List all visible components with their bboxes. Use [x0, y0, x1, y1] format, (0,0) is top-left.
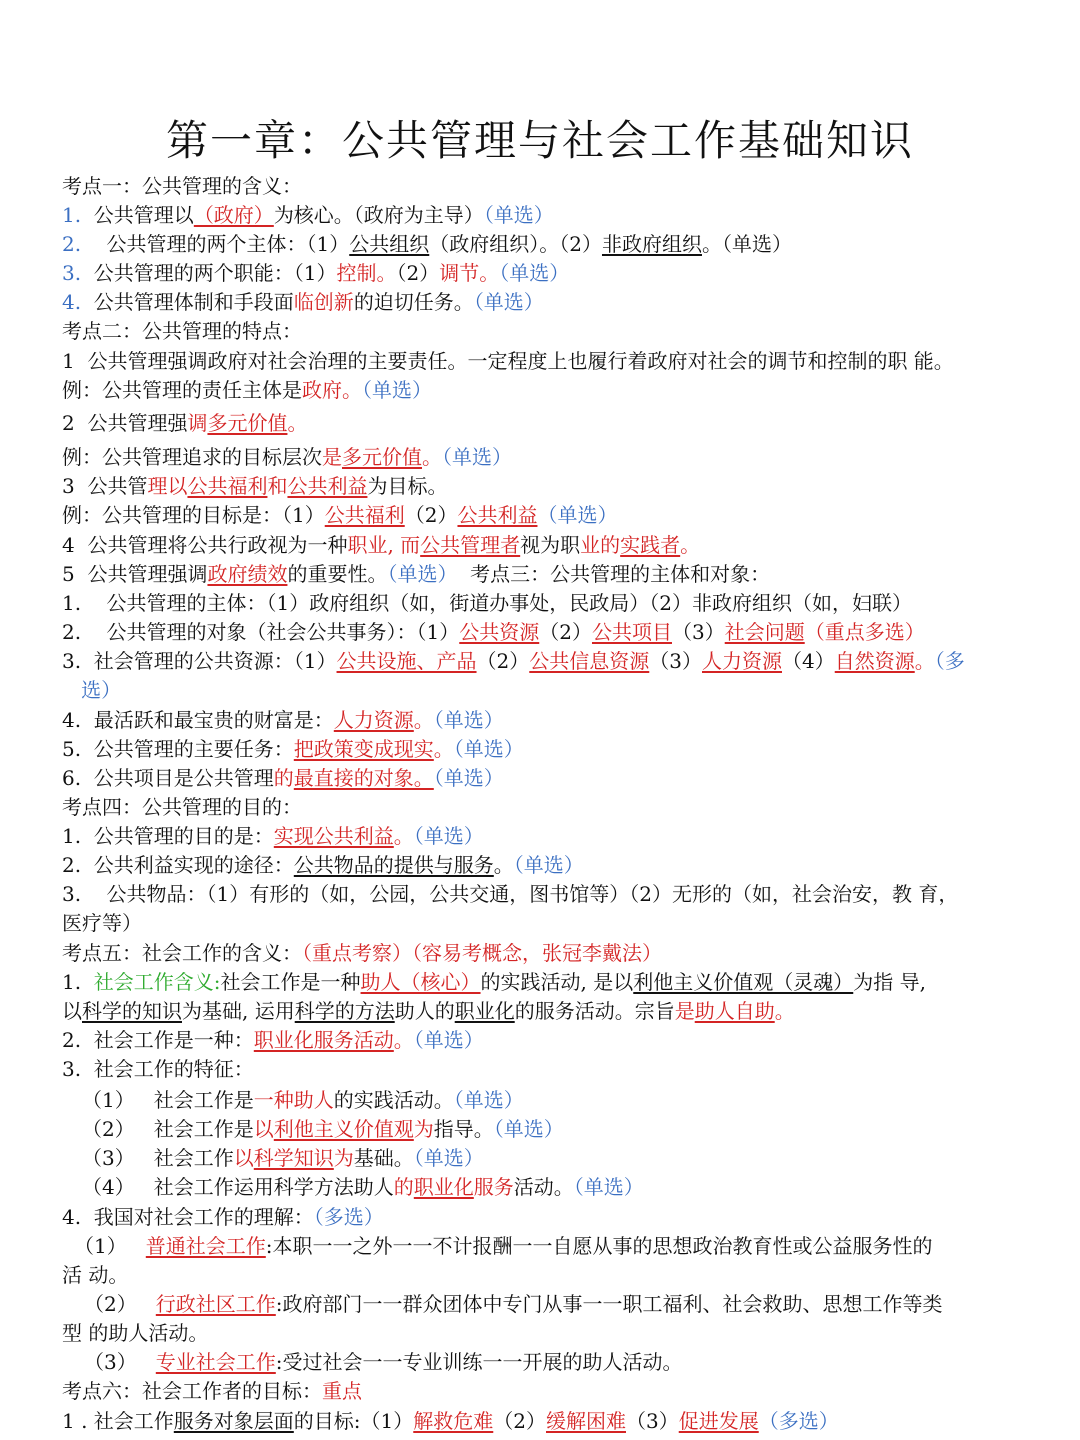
- text-segment: 公共管理以: [81, 203, 194, 227]
- underlined-keyword: 社会问题: [724, 620, 805, 644]
- highlight-text: （多选）: [313, 1205, 384, 1229]
- highlight-text: 3.: [62, 261, 82, 285]
- underlined-keyword: 人力资源: [333, 708, 414, 732]
- text-line: [62, 288, 1020, 316]
- text-segment: 例：公共管理的责任主体是: [62, 378, 302, 402]
- highlight-text: 。: [413, 708, 434, 732]
- highlight-text: （单选）: [442, 445, 512, 469]
- text-segment: 4. 最活跃和最宝贵的财富是：: [62, 708, 334, 732]
- text-segment: 考点二：公共管理的特点：: [62, 319, 302, 343]
- text-segment: 5 公共管理强调: [62, 562, 208, 586]
- highlight-text: （单选）: [453, 1088, 524, 1112]
- text-segment: 考点四：公共管理的目的：: [62, 795, 302, 819]
- underlined-keyword: 多元价值: [207, 411, 288, 435]
- highlight-text: 的: [393, 1175, 414, 1199]
- highlight-text: （单选）: [413, 1028, 484, 1052]
- text-segment: 助人的: [394, 999, 455, 1023]
- highlight-text: （单选）: [433, 766, 504, 790]
- underlined-keyword: 普通社会工作: [145, 1234, 266, 1258]
- text-line: [62, 172, 1020, 200]
- highlight-text: 。: [393, 1028, 414, 1052]
- highlight-text: 社会工作含义:: [93, 970, 221, 994]
- highlight-text: （单选）: [413, 824, 484, 848]
- text-segment: 指导。: [433, 1117, 494, 1141]
- text-line: [62, 1173, 1040, 1201]
- highlight-text: 以: [233, 1146, 254, 1170]
- underlined-keyword: 公共设施、产品: [336, 649, 477, 673]
- text-segment: 3. 公共物品：（1）有形的（如，公园，公共交通，图书馆等）（2）无形的（如，社会治安，教 育，: [62, 882, 959, 906]
- highlight-text: （多: [934, 649, 965, 673]
- text-segment: （2）: [84, 1292, 156, 1316]
- text-segment: 4. 我国对社会工作的理解：: [62, 1205, 314, 1229]
- highlight-text: （单选）: [413, 1146, 484, 1170]
- text-segment: （2）: [404, 503, 458, 527]
- text-segment: 3. 社会管理的公共资源：（1）: [62, 649, 337, 673]
- highlight-text: 政府。: [302, 378, 362, 402]
- text-segment: 2. 公共利益实现的途径：: [62, 853, 294, 877]
- text-segment: 为核心。（政府为主导）: [273, 203, 484, 227]
- text-segment: 为基础, 运用: [182, 999, 295, 1023]
- text-line: [62, 880, 1020, 908]
- underlined-keyword: 助人自助: [694, 999, 775, 1023]
- text-segment: 社会工作是一种: [220, 970, 361, 994]
- text-segment: （2）: [493, 1409, 546, 1433]
- highlight-text: （重点多选）: [804, 620, 925, 644]
- text-line: [62, 409, 1020, 437]
- highlight-text: 控制。: [336, 261, 397, 285]
- underlined-keyword: 公共物品的提供与服务: [293, 853, 494, 877]
- text-line: [62, 472, 1020, 500]
- highlight-text: （单选）: [499, 261, 570, 285]
- highlight-text: 的: [273, 766, 294, 790]
- text-line: [62, 589, 1020, 617]
- text-segment: 考点三：公共管理的主体和对象：: [457, 562, 771, 586]
- highlight-text: 以: [253, 1117, 274, 1141]
- text-line: [62, 822, 1020, 850]
- text-line: [62, 1290, 1042, 1318]
- underlined-keyword: 实践者: [620, 533, 681, 557]
- highlight-text: 重点: [322, 1379, 362, 1403]
- underlined-keyword: 公共项目: [591, 620, 672, 644]
- text-segment: （1）: [74, 1234, 146, 1258]
- text-segment: 的实践活动。: [333, 1088, 454, 1112]
- underlined-keyword: 公共福利: [324, 503, 405, 527]
- text-segment: 4 公共管理将公共行政视为一种: [62, 533, 348, 557]
- text-segment: 5. 公共管理的主要任务：: [62, 737, 294, 761]
- highlight-text: （单选）: [573, 1175, 644, 1199]
- highlight-text: 为: [413, 1117, 434, 1141]
- highlight-text: 选）: [62, 678, 122, 702]
- text-segment: （3）: [649, 649, 702, 673]
- highlight-text: 临创新: [293, 290, 354, 314]
- highlight-text: （单选）: [387, 562, 458, 586]
- text-segment: 为指 导,: [853, 970, 926, 994]
- text-segment: 的目标:（1）: [293, 1409, 414, 1433]
- highlight-text: 业的: [580, 533, 621, 557]
- text-segment: （2） 社会工作是: [82, 1117, 254, 1141]
- text-line: [62, 531, 1020, 559]
- underlined-keyword: 公共信息资源: [529, 649, 650, 673]
- text-segment: （1） 社会工作是: [82, 1088, 254, 1112]
- text-segment: 考点六：社会工作者的目标：: [62, 1379, 322, 1403]
- highlight-text: 1.: [62, 203, 82, 227]
- text-segment: 以: [62, 999, 82, 1023]
- underlined-keyword: 公共利益: [457, 503, 538, 527]
- text-line: [62, 1261, 1020, 1289]
- highlight-text: 为: [333, 1146, 354, 1170]
- text-segment: 考点五：社会工作的含义：: [62, 941, 302, 965]
- text-line: [62, 317, 1020, 345]
- highlight-text: 是: [322, 445, 342, 469]
- text-segment: 公共管理的两个主体：（1）: [81, 232, 350, 256]
- text-line: [62, 1319, 1020, 1347]
- chapter-title: 第一章：公共管理与社会工作基础知识: [165, 116, 914, 165]
- highlight-text: （单选）: [453, 737, 524, 761]
- highlight-text: （单选）: [362, 378, 432, 402]
- underlined-keyword: 科学的方法: [294, 999, 395, 1023]
- text-line: [62, 1377, 1020, 1405]
- text-line: [62, 706, 1020, 734]
- text-line: [62, 997, 1020, 1025]
- underlined-keyword: 行政社区工作: [155, 1292, 276, 1316]
- text-segment: 2. 社会工作是一种：: [62, 1028, 254, 1052]
- text-segment: 的服务活动。宗旨: [514, 999, 675, 1023]
- underlined-keyword: 政府绩效: [207, 562, 288, 586]
- text-segment: 公共管理的两个职能：（1）: [81, 261, 337, 285]
- text-segment: 为目标。: [367, 474, 448, 498]
- text-line: [62, 230, 1020, 258]
- text-segment: 型 的助人活动。: [62, 1321, 209, 1345]
- highlight-text: 调: [187, 411, 208, 435]
- text-segment: 6. 公共项目是公共管理: [62, 766, 274, 790]
- text-segment: 的实践活动, 是以: [480, 970, 634, 994]
- text-segment: 医疗等）: [62, 911, 142, 935]
- text-segment: 。（单选）: [701, 232, 792, 256]
- text-segment: 1 公共管理强调政府对社会治理的主要责任。一定程度上也履行着政府对社会的调节和控制的职 能。: [62, 349, 954, 373]
- text-segment: （3）: [671, 620, 725, 644]
- underlined-keyword: 实现公共利益: [273, 824, 394, 848]
- highlight-text: 理以: [147, 474, 188, 498]
- underlined-keyword: 科学的知识: [82, 999, 182, 1023]
- text-segment: 2. 公共管理的对象（社会公共事务）：（1）: [62, 620, 460, 644]
- highlight-text: 。: [433, 737, 454, 761]
- text-segment: :本职一一之外一一不计报酬一一自愿从事的思想政治教育性或公益服务性的: [265, 1234, 933, 1258]
- underlined-keyword: 利他主义价值观: [273, 1117, 414, 1141]
- text-segment: （4）: [782, 649, 835, 673]
- underlined-keyword: 公共管理者: [420, 533, 521, 557]
- text-line: [62, 1144, 1040, 1172]
- underlined-keyword: 人力资源: [702, 649, 782, 673]
- highlight-text: （单选）: [537, 503, 618, 527]
- text-line: [62, 376, 1020, 404]
- underlined-keyword: 非政府组织: [601, 232, 702, 256]
- underlined-keyword: 解救危难: [413, 1409, 494, 1433]
- text-segment: 基础。: [353, 1146, 414, 1170]
- text-line: [62, 347, 1020, 375]
- underlined-keyword: 缓解困难: [546, 1409, 626, 1433]
- text-line: [62, 259, 1020, 287]
- text-segment: 考点一：公共管理的含义：: [62, 174, 302, 198]
- highlight-text: （单选）: [433, 708, 504, 732]
- text-line: [62, 1203, 1020, 1231]
- highlight-text: （单选）: [473, 290, 544, 314]
- text-segment: 。: [493, 853, 514, 877]
- underlined-keyword: 促进发展: [678, 1409, 759, 1433]
- highlight-text: 。: [393, 824, 414, 848]
- underlined-keyword: 科学知识: [253, 1146, 334, 1170]
- text-line: [62, 851, 1020, 879]
- text-segment: 视为职: [520, 533, 581, 557]
- underlined-keyword: 专业社会工作: [155, 1350, 276, 1374]
- text-line: [62, 968, 1020, 996]
- text-segment: 公共管理体制和手段面: [81, 290, 294, 314]
- text-segment: 1. 公共管理的目的是：: [62, 824, 274, 848]
- underlined-keyword: 公共组织: [349, 232, 430, 256]
- text-segment: （政府组织）。（2）: [429, 232, 602, 256]
- underlined-keyword: 把政策变成现实: [293, 737, 434, 761]
- underlined-keyword: 职业化: [454, 999, 515, 1023]
- text-segment: （3） 社会工作: [82, 1146, 234, 1170]
- underlined-keyword: （政府）: [193, 203, 274, 227]
- highlight-text: 。: [680, 533, 701, 557]
- highlight-text: （单选）: [513, 853, 584, 877]
- text-line: [62, 939, 1020, 967]
- highlight-text: 4.: [62, 290, 82, 314]
- text-segment: （2）: [539, 620, 592, 644]
- text-line: [62, 1232, 1032, 1260]
- text-line: [62, 501, 1020, 529]
- text-line: [62, 1026, 1020, 1054]
- highlight-text: 和: [267, 474, 288, 498]
- text-segment: 1. 公共管理的主体：（1）政府组织（如，街道办事处，民政局）（2）非政府组织（如，妇联）: [62, 591, 912, 615]
- text-line: [62, 1348, 1042, 1376]
- text-segment: 1.: [62, 970, 94, 994]
- text-segment: :政府部门一一群众团体中专门从事一一职工福利、社会救助、思想工作等类: [275, 1292, 943, 1316]
- text-segment: （3）: [84, 1350, 156, 1374]
- text-segment: 活 动。: [62, 1263, 129, 1287]
- text-segment: 例：公共管理追求的目标层次: [62, 445, 322, 469]
- highlight-text: （单选）: [493, 1117, 564, 1141]
- text-segment: 3 公共管: [62, 474, 148, 498]
- text-segment: 的重要性。: [287, 562, 388, 586]
- highlight-text: 。: [287, 411, 308, 435]
- underlined-keyword: 自然资源: [834, 649, 915, 673]
- text-line: [62, 618, 1020, 646]
- highlight-text: 职业, 而: [347, 533, 421, 557]
- highlight-text: 2.: [62, 232, 82, 256]
- text-line: [62, 676, 1020, 704]
- highlight-text: （重点考察）（容易考概念，张冠李戴法）: [302, 941, 662, 965]
- text-line: [62, 735, 1020, 763]
- underlined-keyword: 公共福利: [187, 474, 268, 498]
- underlined-keyword: 职业化: [413, 1175, 474, 1199]
- underlined-keyword: 服务对象层面: [173, 1409, 294, 1433]
- text-line: [62, 909, 1020, 937]
- text-line: [62, 1055, 1020, 1083]
- text-segment: 3. 社会工作的特征：: [62, 1057, 254, 1081]
- text-segment: 的迫切任务。: [353, 290, 474, 314]
- text-line: [62, 560, 1020, 588]
- text-line: [62, 793, 1020, 821]
- text-segment: 2 公共管理强: [62, 411, 188, 435]
- highlight-text: 是: [674, 999, 695, 1023]
- text-segment: :受过社会一一专业训练一一开展的助人活动。: [275, 1350, 683, 1374]
- underlined-keyword: 最直接的对象。: [293, 766, 434, 790]
- text-segment: 1 . 社会工作: [62, 1409, 174, 1433]
- highlight-text: 。: [422, 445, 442, 469]
- text-segment: （2）: [396, 261, 440, 285]
- highlight-text: 。: [774, 999, 795, 1023]
- text-segment: 例：公共管理的目标是：（1）: [62, 503, 325, 527]
- text-line: [62, 443, 1020, 471]
- text-line: [62, 201, 1020, 229]
- text-line: [62, 1086, 1040, 1114]
- underlined-keyword: 助人（核心）: [360, 970, 481, 994]
- highlight-text: 一种助人: [253, 1088, 334, 1112]
- highlight-text: 服务: [473, 1175, 514, 1199]
- text-line: [62, 1407, 1020, 1435]
- highlight-text: 调节。: [439, 261, 500, 285]
- text-line: [62, 764, 1020, 792]
- underlined-keyword: 职业化服务活动: [253, 1028, 394, 1052]
- highlight-text: 。: [914, 649, 935, 673]
- highlight-text: （多选）: [758, 1409, 839, 1433]
- text-segment: 活动。: [513, 1175, 574, 1199]
- text-segment: （4） 社会工作运用科学方法助人: [82, 1175, 394, 1199]
- underlined-keyword: 公共资源: [459, 620, 540, 644]
- text-line: [62, 647, 1020, 675]
- underlined-keyword: 利他主义价值观（灵魂）: [633, 970, 854, 994]
- text-line: [62, 1115, 1040, 1143]
- text-segment: （3）: [626, 1409, 679, 1433]
- underlined-keyword: 多元价值: [342, 445, 422, 469]
- highlight-text: （单选）: [483, 203, 554, 227]
- text-segment: （2）: [476, 649, 530, 673]
- underlined-keyword: 公共利益: [287, 474, 368, 498]
